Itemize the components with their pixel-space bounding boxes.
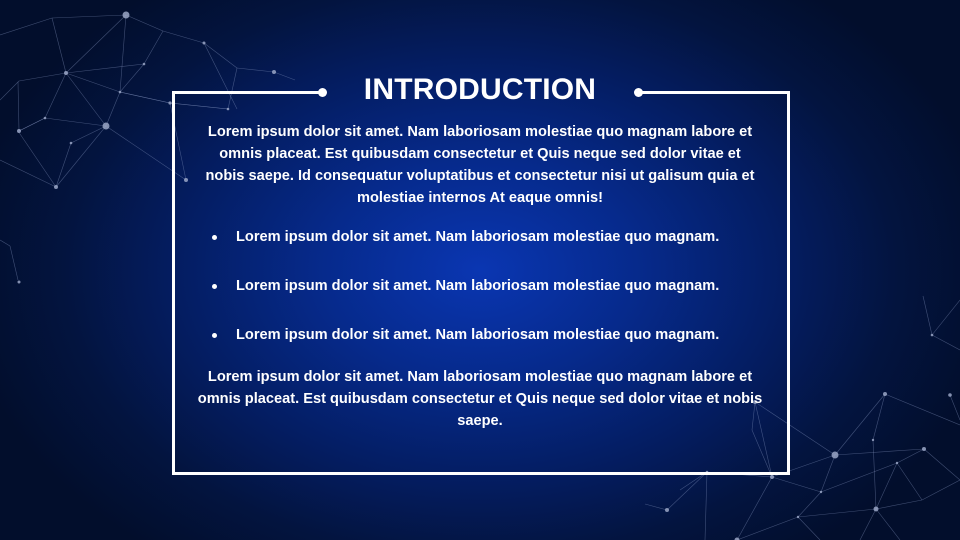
frame-line-end-dot-right (634, 88, 643, 97)
slide-title: INTRODUCTION (363, 73, 597, 106)
bullet-text: Lorem ipsum dolor sit amet. Nam laboriosam molestiae quo magnam. (236, 327, 720, 343)
bullet-text: Lorem ipsum dolor sit amet. Nam laboriosam molestiae quo magnam. (236, 278, 720, 294)
closing-paragraph: Lorem ipsum dolor sit amet. Nam laboriosam molestiae quo magnam labore et omnis placeat. Est quibusdam consectetur et Quis neque sed dolor vitae et nobis saepe. (197, 369, 763, 429)
bullet-dot-icon (212, 333, 217, 338)
frame-top-line-right (638, 91, 787, 94)
slide-content (190, 121, 770, 432)
frame-line-end-dot-left (318, 88, 327, 97)
frame-top-line-left (172, 91, 322, 94)
bullet-item (190, 275, 770, 297)
bullet-dot-icon (212, 235, 217, 240)
bullet-item (190, 324, 770, 346)
bullet-list (190, 226, 770, 346)
bullet-dot-icon (212, 284, 217, 289)
bullet-item (190, 226, 770, 248)
bullet-text: Lorem ipsum dolor sit amet. Nam laboriosam molestiae quo magnam. (236, 229, 720, 245)
intro-paragraph: Lorem ipsum dolor sit amet. Nam laboriosam molestiae quo magnam labore et omnis placeat. Est quibusdam consectetur et Quis neque sed dolor vitae et nobis saepe. Id consequatur voluptatibus et consectetur nisi ut galisum quia et molestiae internos At eaque omnis! (205, 124, 755, 206)
